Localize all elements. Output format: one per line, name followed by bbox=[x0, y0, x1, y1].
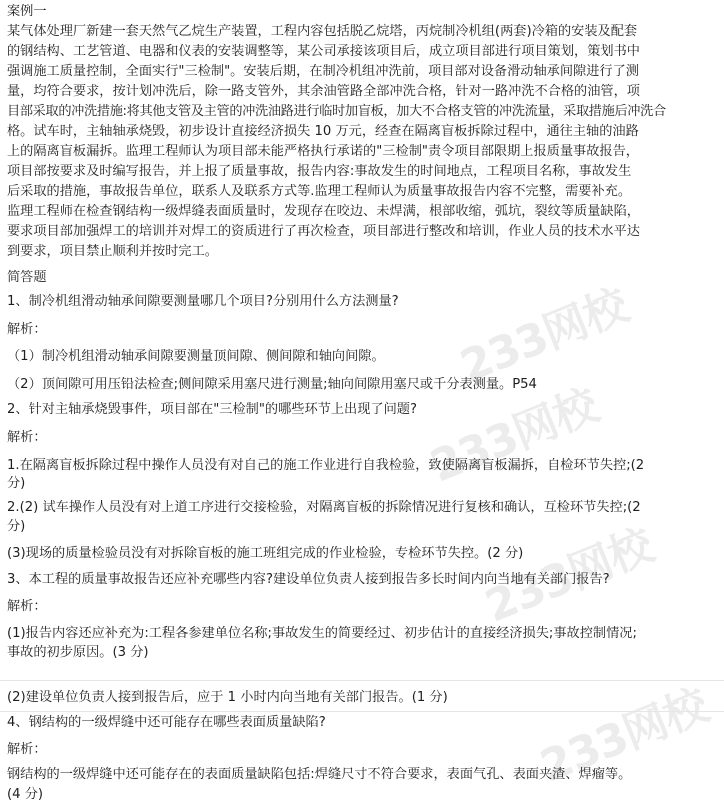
answer-line: （2）顶间隙可用压铅法检查;侧间隙采用塞尺进行测量;轴向间隙用塞尺或千分表测量。P54 bbox=[7, 377, 537, 392]
watermark-logo: 233网校 bbox=[533, 679, 715, 793]
question-4: 4、钢结构的一级焊缝中还可能存在哪些表面质量缺陷? bbox=[7, 715, 326, 730]
answer-line: 分) bbox=[7, 476, 26, 491]
answer-line: （1）制冷机组滑动轴承间隙要测量顶间隙、侧间隙和轴向间隙。 bbox=[7, 349, 385, 364]
analysis-label: 解析： bbox=[7, 322, 47, 337]
answer-line: 钢结构的一级焊缝中还可能存在的表面质量缺陷包括:焊缝尺寸不符合要求，表面气孔、表面夹渣、焊瘤等。 bbox=[7, 767, 632, 782]
case-line: 格。试车时，主轴轴承烧毁，初步设计直接经济损失 10 万元，经查在隔离盲板拆除过程中，通往主轴的油路 bbox=[7, 124, 639, 139]
case-line: 后采取的措施，事故报告单位，联系人及联系方式等.监理工程师认为质量事故报告内容不完整，需要补充。 bbox=[7, 184, 632, 199]
analysis-label: 解析： bbox=[7, 742, 47, 757]
watermark-logo: 233网校 bbox=[478, 519, 660, 633]
question-3: 3、本工程的质量事故报告还应补充哪些内容?建设单位负责人接到报告多长时间内向当地有关部门报告? bbox=[7, 572, 610, 587]
answer-line: 1.在隔离盲板拆除过程中操作人员没有对自己的施工作业进行自我检验，致使隔离盲板漏拆，自检环节失控;(2 bbox=[7, 458, 645, 473]
case-line: 上的隔离盲板漏拆。监理工程师认为项目部未能严格执行承诺的"三检制"责令项目部限期上报质量事故报告， bbox=[7, 144, 639, 159]
answer-line: (2)建设单位负责人接到报告后，应于 1 小时内向当地有关部门报告。(1 分) bbox=[7, 690, 448, 705]
case-line: 要求项目部加强焊工的培训并对焊工的资质进行了再次检查，项目部进行整改和培训，作业人员的技术水平达 bbox=[7, 224, 640, 239]
question-2: 2、针对主轴承烧毁事件，项目部在"三检制"的哪些环节上出现了问题? bbox=[7, 402, 417, 417]
case-line: 强调施工质量控制，全面实行"三检制"。安装后期，在制冷机组冲洗前，项目部对设备滑动轴承间隙进行了测 bbox=[7, 64, 639, 79]
question-1: 1、制冷机组滑动轴承间隙要测量哪几个项目?分别用什么方法测量? bbox=[7, 294, 399, 309]
analysis-label: 解析： bbox=[7, 599, 47, 614]
case-title: 案例一 bbox=[7, 4, 47, 19]
watermark-logo: 233网校 bbox=[453, 279, 635, 393]
case-line: 的钢结构、工艺管道、电器和仪表的安装调整等，某公司承接该项目后，成立项目部进行项目策划，策划书中 bbox=[7, 44, 640, 59]
section-label: 简答题 bbox=[7, 270, 47, 285]
answer-line: 分) bbox=[7, 519, 26, 534]
answer-line: (1)报告内容还应补充为:工程各参建单位名称;事故发生的简要经过、初步估计的直接经济损失;事故控制情况; bbox=[7, 626, 637, 641]
case-line: 监理工程师在检查钢结构一级焊缝表面质量时，发现存在咬边、未焊满，根部收缩，弧坑，裂纹等质量缺陷， bbox=[7, 204, 640, 219]
answer-line: (4 分) bbox=[7, 787, 44, 802]
case-line: 到要求，项目禁止顺利并按时完工。 bbox=[7, 244, 218, 259]
case-line: 目部采取的冲洗措施:将其他支管及主管的冲洗油路进行临时加盲板，加大不合格支管的冲洗流量，采取措施后冲洗合 bbox=[7, 104, 666, 119]
case-line: 量，均符合要求，按计划冲洗后，除一路支管外，其余油管路全部冲洗合格，针对一路冲洗不合格的油管，项 bbox=[7, 84, 640, 99]
answer-line: 事故的初步原因。(3 分) bbox=[7, 645, 149, 660]
answer-line: (3)现场的质量检验员没有对拆除盲板的施工班组完成的作业检验，专检环节失控。(2 分) bbox=[7, 546, 524, 561]
answer-line: 2.(2) 试车操作人员没有对上道工序进行交接检验，对隔离盲板的拆除情况进行复核和确认，互检环节失控;(2 bbox=[7, 500, 641, 515]
case-line: 项目部按要求及时编写报告，并上报了质量事故，报告内容:事故发生的时间地点，工程项目名称，事故发生 bbox=[7, 164, 632, 179]
analysis-label: 解析： bbox=[7, 430, 47, 445]
watermark-logo: 233网校 bbox=[423, 379, 605, 493]
case-line: 某气体处理厂新建一套天然气乙烷生产装置，工程内容包括脱乙烷塔，丙烷制冷机组(两套)冷箱的安装及配套 bbox=[7, 24, 638, 39]
